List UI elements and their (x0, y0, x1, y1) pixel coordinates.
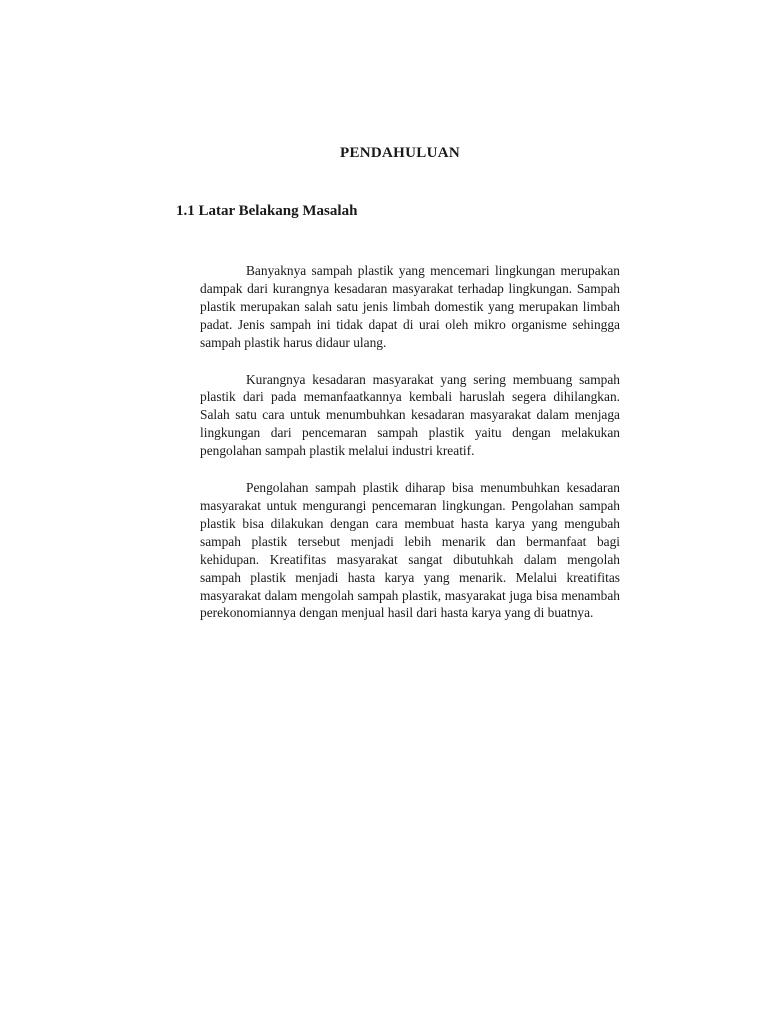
section-heading: 1.1 Latar Belakang Masalah (176, 203, 358, 219)
chapter-title: PENDAHULUAN (340, 145, 460, 161)
paragraph-1: Banyaknya sampah plastik yang mencemari lingkungan merupakan dampak dari kurangnya kesadaran masyarakat terhadap lingkungan. Sampah plastik merupakan salah satu jenis limbah domestik yang merupakan limbah padat. Jenis sampah ini tidak dapat di urai oleh mikro organisme sehingga sampah plastik harus didaur ulang. (200, 263, 620, 350)
paragraph-3: Pengolahan sampah plastik diharap bisa menumbuhkan kesadaran masyarakat untuk mengurangi pencemaran lingkungan. Pengolahan sampah plastik bisa dilakukan dengan cara membuat hasta karya yang mengubah sampah plastik tersebut menjadi lebih menarik dan bermanfaat bagi kehidupan. Kreatifitas masyarakat sangat dibutuhkah dalam mengolah sampah plastik menjadi hasta karya yang menarik. Melalui kreatifitas masyarakat dalam mengolah sampah plastik, masyarakat juga bisa menambah perekonomiannya dengan menjual hasil dari hasta karya yang di buatnya. (200, 480, 620, 621)
paragraph-2: Kurangnya kesadaran masyarakat yang sering membuang sampah plastik dari pada memanfaatkannya kembali haruslah segera dihilangkan. Salah satu cara untuk menumbuhkan kesadaran masyarakat dalam menjaga lingkungan dari pencemaran sampah plastik yaitu dengan melakukan pengolahan sampah plastik melalui industri kreatif. (200, 371, 620, 459)
body-text (200, 262, 620, 641)
